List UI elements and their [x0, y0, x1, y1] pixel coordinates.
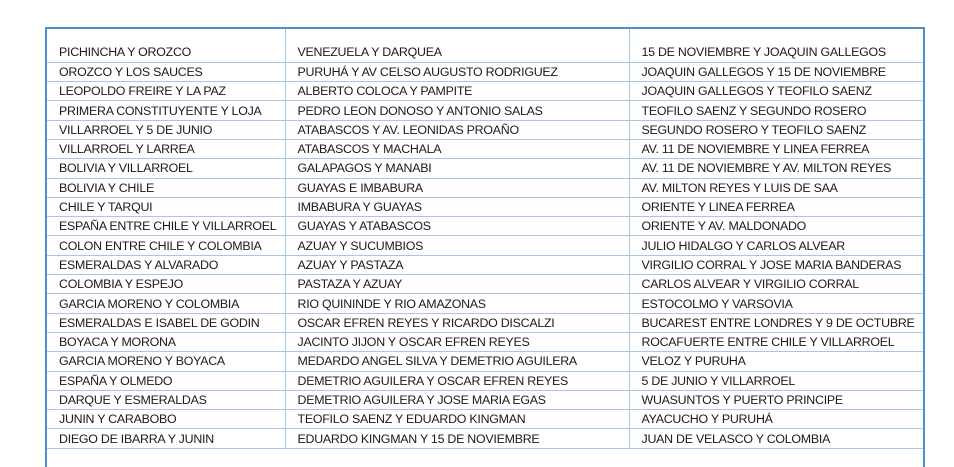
table-cell-col-1: ESPAÑA ENTRE CHILE Y VILLARROEL	[47, 217, 285, 236]
table-cell-col-2: JACINTO JIJON Y OSCAR EFREN REYES	[285, 332, 629, 351]
table-cell-col-1: PICHINCHA Y OROZCO	[47, 43, 285, 62]
table-cell-col-1: DIEGO DE IBARRA Y JUNIN	[47, 429, 285, 448]
table-cell-col-2: ATABASCOS Y AV. LEONIDAS PROAÑO	[285, 120, 629, 139]
column-divider	[629, 29, 630, 43]
table-cell-col-2: PEDRO LEON DONOSO Y ANTONIO SALAS	[285, 101, 629, 120]
table-cell-col-1: ESPAÑA Y OLMEDO	[47, 371, 285, 390]
table-cell-col-1: BOYACA Y MORONA	[47, 332, 285, 351]
table-cell-col-1: BOLIVIA Y VILLARROEL	[47, 159, 285, 178]
table-cell-col-1: VILLARROEL Y LARREA	[47, 139, 285, 158]
table-cell-col-1: ESMERALDAS Y ALVARADO	[47, 255, 285, 274]
table-cell-col-2: ALBERTO COLOCA Y PAMPITE	[285, 82, 629, 101]
table-cell-col-1: PRIMERA CONSTITUYENTE Y LOJA	[47, 101, 285, 120]
table-cell-col-3: AYACUCHO Y PURUHÁ	[629, 410, 923, 429]
table-row	[47, 120, 923, 139]
table-cell-col-3: SEGUNDO ROSERO Y TEOFILO SAENZ	[629, 120, 923, 139]
intersections-table	[47, 43, 923, 449]
table-cell-col-2: MEDARDO ANGEL SILVA Y DEMETRIO AGUILERA	[285, 352, 629, 371]
table-cell-col-3: TEOFILO SAENZ Y SEGUNDO ROSERO	[629, 101, 923, 120]
table-row	[47, 139, 923, 158]
table-row	[47, 197, 923, 216]
table-row	[47, 43, 923, 62]
table-cell-col-3: BUCAREST ENTRE LONDRES Y 9 DE OCTUBRE	[629, 313, 923, 332]
table-cell-col-3: AV. MILTON REYES Y LUIS DE SAA	[629, 178, 923, 197]
table-row	[47, 236, 923, 255]
table-row	[47, 294, 923, 313]
table-cell-col-1: CHILE Y TARQUI	[47, 197, 285, 216]
table-cell-col-3: WUASUNTOS Y PUERTO PRINCIPE	[629, 390, 923, 409]
table-row	[47, 371, 923, 390]
table-cell-col-3: ORIENTE Y AV. MALDONADO	[629, 217, 923, 236]
table-cell-col-3: JOAQUIN GALLEGOS Y 15 DE NOVIEMBRE	[629, 62, 923, 81]
table-row	[47, 410, 923, 429]
table-cell-col-2: RIO QUININDE Y RIO AMAZONAS	[285, 294, 629, 313]
table-row	[47, 390, 923, 409]
table-frame	[45, 27, 925, 467]
table-cell-col-3: VIRGILIO CORRAL Y JOSE MARIA BANDERAS	[629, 255, 923, 274]
table-cell-col-2: DEMETRIO AGUILERA Y JOSE MARIA EGAS	[285, 390, 629, 409]
table-cell-col-2: AZUAY Y PASTAZA	[285, 255, 629, 274]
table-cell-col-1: JUNIN Y CARABOBO	[47, 410, 285, 429]
table-cell-col-1: COLOMBIA Y ESPEJO	[47, 275, 285, 294]
table-row	[47, 217, 923, 236]
table-cell-col-2: GUAYAS Y ATABASCOS	[285, 217, 629, 236]
table-cell-col-2: GALAPAGOS Y MANABI	[285, 159, 629, 178]
table-cell-col-3: AV. 11 DE NOVIEMBRE Y AV. MILTON REYES	[629, 159, 923, 178]
table-row	[47, 101, 923, 120]
table-cell-col-3: JOAQUIN GALLEGOS Y TEOFILO SAENZ	[629, 82, 923, 101]
table-cell-col-2: GUAYAS E IMBABURA	[285, 178, 629, 197]
table-cell-col-3: ROCAFUERTE ENTRE CHILE Y VILLARROEL	[629, 332, 923, 351]
table-row	[47, 352, 923, 371]
table-cell-col-1: OROZCO Y LOS SAUCES	[47, 62, 285, 81]
table-cell-col-2: TEOFILO SAENZ Y EDUARDO KINGMAN	[285, 410, 629, 429]
table-row	[47, 429, 923, 448]
table-row	[47, 275, 923, 294]
table-top-padding	[47, 29, 923, 43]
table-cell-col-1: COLON ENTRE CHILE Y COLOMBIA	[47, 236, 285, 255]
table-cell-col-3: JUAN DE VELASCO Y COLOMBIA	[629, 429, 923, 448]
table-row	[47, 255, 923, 274]
column-divider	[285, 29, 286, 43]
table-cell-col-1: VILLARROEL Y 5 DE JUNIO	[47, 120, 285, 139]
table-cell-col-3: 15 DE NOVIEMBRE Y JOAQUIN GALLEGOS	[629, 43, 923, 62]
table-cell-col-3: AV. 11 DE NOVIEMBRE Y LINEA FERREA	[629, 139, 923, 158]
table-cell-col-1: BOLIVIA Y CHILE	[47, 178, 285, 197]
table-cell-col-2: VENEZUELA Y DARQUEA	[285, 43, 629, 62]
table-cell-col-2: PURUHÁ Y AV CELSO AUGUSTO RODRIGUEZ	[285, 62, 629, 81]
table-row	[47, 62, 923, 81]
table-body	[47, 43, 923, 448]
table-cell-col-3: JULIO HIDALGO Y CARLOS ALVEAR	[629, 236, 923, 255]
table-cell-col-2: PASTAZA Y AZUAY	[285, 275, 629, 294]
table-row	[47, 313, 923, 332]
table-cell-col-2: ATABASCOS Y MACHALA	[285, 139, 629, 158]
table-cell-col-2: AZUAY Y SUCUMBIOS	[285, 236, 629, 255]
table-row	[47, 332, 923, 351]
table-cell-col-1: DARQUE Y ESMERALDAS	[47, 390, 285, 409]
table-row	[47, 82, 923, 101]
table-cell-col-2: OSCAR EFREN REYES Y RICARDO DISCALZI	[285, 313, 629, 332]
table-cell-col-1: GARCIA MORENO Y BOYACA	[47, 352, 285, 371]
table-cell-col-3: CARLOS ALVEAR Y VIRGILIO CORRAL	[629, 275, 923, 294]
table-cell-col-1: ESMERALDAS E ISABEL DE GODIN	[47, 313, 285, 332]
table-row	[47, 178, 923, 197]
table-cell-col-1: LEOPOLDO FREIRE Y LA PAZ	[47, 82, 285, 101]
table-cell-col-2: IMBABURA Y GUAYAS	[285, 197, 629, 216]
table-cell-col-3: 5 DE JUNIO Y VILLARROEL	[629, 371, 923, 390]
table-row	[47, 159, 923, 178]
table-cell-col-2: EDUARDO KINGMAN Y 15 DE NOVIEMBRE	[285, 429, 629, 448]
table-cell-col-2: DEMETRIO AGUILERA Y OSCAR EFREN REYES	[285, 371, 629, 390]
table-cell-col-3: ESTOCOLMO Y VARSOVIA	[629, 294, 923, 313]
table-cell-col-1: GARCIA MORENO Y COLOMBIA	[47, 294, 285, 313]
table-cell-col-3: VELOZ Y PURUHA	[629, 352, 923, 371]
table-cell-col-3: ORIENTE Y LINEA FERREA	[629, 197, 923, 216]
